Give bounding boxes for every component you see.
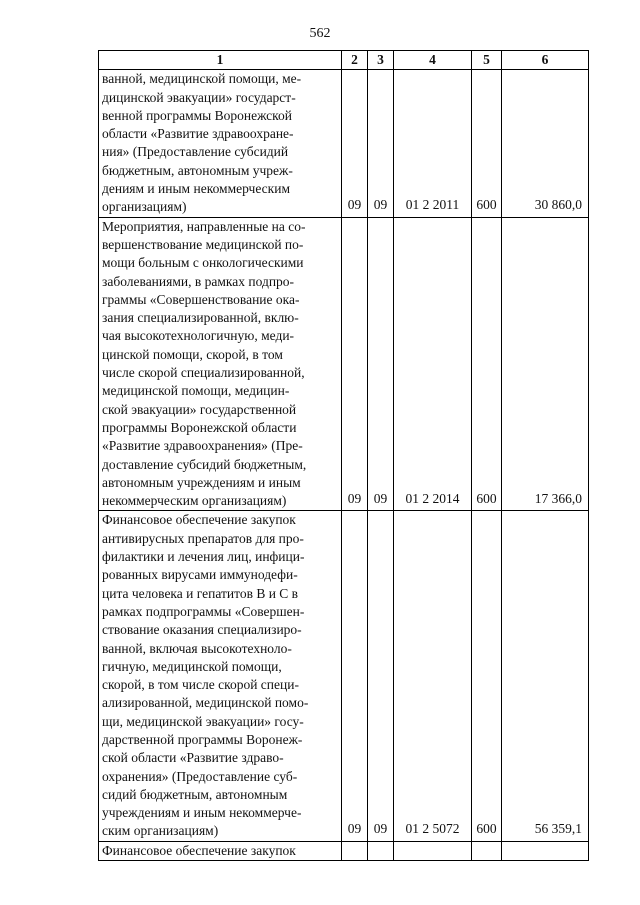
table-row bbox=[99, 511, 589, 841]
description-line: граммы «Совершенствование ока- bbox=[102, 291, 300, 307]
row-description bbox=[99, 841, 342, 860]
description-line: учреждениям и иным некоммерче- bbox=[102, 805, 302, 821]
description-line: сидий бюджетным, автономным bbox=[102, 786, 288, 802]
header-col-6: 6 bbox=[502, 51, 589, 70]
description-line: организациям) bbox=[102, 199, 187, 215]
description-line: программы Воронежской области bbox=[102, 419, 297, 435]
section-code bbox=[342, 841, 368, 860]
expense-type-code: 600 bbox=[472, 217, 502, 511]
description-line: Мероприятия, направленные на со- bbox=[102, 218, 306, 234]
description-line: гичную, медицинской помощи, bbox=[102, 658, 282, 674]
amount: 56 359,1 bbox=[502, 511, 589, 841]
description-line: рованных вирусами иммунодефи- bbox=[102, 567, 298, 583]
table-header-row bbox=[99, 51, 589, 70]
target-article-code: 01 2 2011 bbox=[394, 70, 472, 217]
section-code: 09 bbox=[342, 511, 368, 841]
row-description bbox=[99, 70, 342, 217]
description-line: ния» (Предоставление субсидий bbox=[102, 144, 289, 160]
description-line: антивирусных препаратов для про- bbox=[102, 530, 304, 546]
description-line: венной программы Воронежской bbox=[102, 107, 293, 123]
description-line: автономным учреждениям и иным bbox=[102, 474, 301, 490]
description-line: ской эвакуации» государственной bbox=[102, 401, 297, 417]
description-line: охранения» (Предоставление суб- bbox=[102, 768, 298, 784]
section-code: 09 bbox=[342, 70, 368, 217]
expense-type-code: 600 bbox=[472, 511, 502, 841]
description-line: цинской помощи, скорой, в том bbox=[102, 346, 283, 362]
table-row bbox=[99, 841, 589, 860]
description-line: медицинской помощи, медицин- bbox=[102, 383, 290, 399]
description-line: дарственной программы Воронеж- bbox=[102, 731, 303, 747]
description-line: ванной, медицинской помощи, ме- bbox=[102, 71, 302, 87]
description-line: дицинской эвакуации» государст- bbox=[102, 89, 296, 105]
description-line: мощи больным с онкологическими bbox=[102, 255, 304, 271]
subsection-code: 09 bbox=[368, 217, 394, 511]
budget-table bbox=[98, 50, 589, 861]
description-line: цита человека и гепатитов B и C в bbox=[102, 585, 299, 601]
description-line: вершенствование медицинской по- bbox=[102, 236, 304, 252]
description-line: ской области «Развитие здраво- bbox=[102, 750, 284, 766]
row-description bbox=[99, 511, 342, 841]
description-line: Финансовое обеспечение закупок bbox=[102, 842, 296, 858]
section-code: 09 bbox=[342, 217, 368, 511]
description-line: доставление субсидий бюджетным, bbox=[102, 456, 307, 472]
description-line: чая высокотехнологичную, меди- bbox=[102, 328, 295, 344]
page-number: 562 bbox=[309, 26, 331, 41]
table-row bbox=[99, 70, 589, 217]
description-line: числе скорой специализированной, bbox=[102, 365, 305, 381]
subsection-code bbox=[368, 841, 394, 860]
description-line: области «Развитие здравоохране- bbox=[102, 126, 294, 142]
description-line: щи, медицинской эвакуации» госу- bbox=[102, 713, 304, 729]
description-line: ским организациям) bbox=[102, 823, 219, 839]
description-line: скорой, в том числе скорой специ- bbox=[102, 677, 299, 693]
header-col-4: 4 bbox=[394, 51, 472, 70]
header-col-1: 1 bbox=[99, 51, 342, 70]
description-line: некоммерческим организациям) bbox=[102, 493, 287, 509]
description-line: Финансовое обеспечение закупок bbox=[102, 512, 296, 528]
target-article-code: 01 2 2014 bbox=[394, 217, 472, 511]
expense-type-code: 600 bbox=[472, 70, 502, 217]
target-article-code bbox=[394, 841, 472, 860]
description-line: рамках подпрограммы «Совершен- bbox=[102, 603, 305, 619]
target-article-code: 01 2 5072 bbox=[394, 511, 472, 841]
expense-type-code bbox=[472, 841, 502, 860]
description-line: зания специализированной, вклю- bbox=[102, 310, 299, 326]
description-line: дениям и иным некоммерческим bbox=[102, 181, 290, 197]
amount bbox=[502, 841, 589, 860]
description-line: ствование оказания специализиро- bbox=[102, 622, 302, 638]
header-col-3: 3 bbox=[368, 51, 394, 70]
description-line: ализированной, медицинской помо- bbox=[102, 695, 309, 711]
amount: 17 366,0 bbox=[502, 217, 589, 511]
description-line: «Развитие здравоохранения» (Пре- bbox=[102, 438, 303, 454]
header-col-2: 2 bbox=[342, 51, 368, 70]
subsection-code: 09 bbox=[368, 511, 394, 841]
row-description bbox=[99, 217, 342, 511]
description-line: филактики и лечения лиц, инфици- bbox=[102, 549, 305, 565]
subsection-code: 09 bbox=[368, 70, 394, 217]
description-line: заболеваниями, в рамках подпро- bbox=[102, 273, 295, 289]
amount: 30 860,0 bbox=[502, 70, 589, 217]
table-row bbox=[99, 217, 589, 511]
header-col-5: 5 bbox=[472, 51, 502, 70]
description-line: бюджетным, автономным учреж- bbox=[102, 162, 293, 178]
description-line: ванной, включая высокотехноло- bbox=[102, 640, 292, 656]
